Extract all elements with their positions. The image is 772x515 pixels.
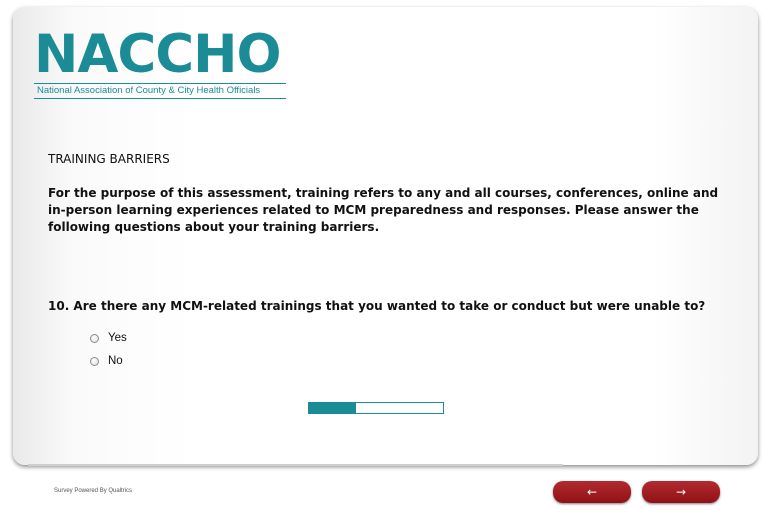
option-yes-label[interactable]: Yes (108, 332, 127, 344)
card-divider (28, 464, 563, 466)
back-button[interactable]: ← (553, 481, 631, 503)
radio-no[interactable] (90, 357, 99, 366)
section-title: TRAINING BARRIERS (48, 152, 170, 166)
option-no-label[interactable]: No (108, 355, 123, 367)
question-text: 10. Are there any MCM-related trainings that you wanted to take or conduct but were unable to? (48, 299, 706, 313)
progress-fill (309, 403, 356, 413)
powered-by-text[interactable]: Survey Powered By Qualtrics (54, 488, 133, 494)
logo-name: NACCHO (34, 24, 281, 85)
logo-tagline: National Association of County & City Health Officials (34, 83, 286, 99)
option-no[interactable] (90, 355, 123, 367)
progress-bar (308, 402, 444, 414)
option-yes[interactable] (90, 332, 127, 344)
next-button[interactable]: → (642, 481, 720, 503)
section-intro: For the purpose of this assessment, training refers to any and all courses, conferences, online and in-person learning experiences related to MCM preparedness and responses. Please answer the following questions about your training barriers. (48, 186, 719, 234)
radio-yes[interactable] (90, 334, 99, 343)
naccho-logo (34, 24, 286, 99)
